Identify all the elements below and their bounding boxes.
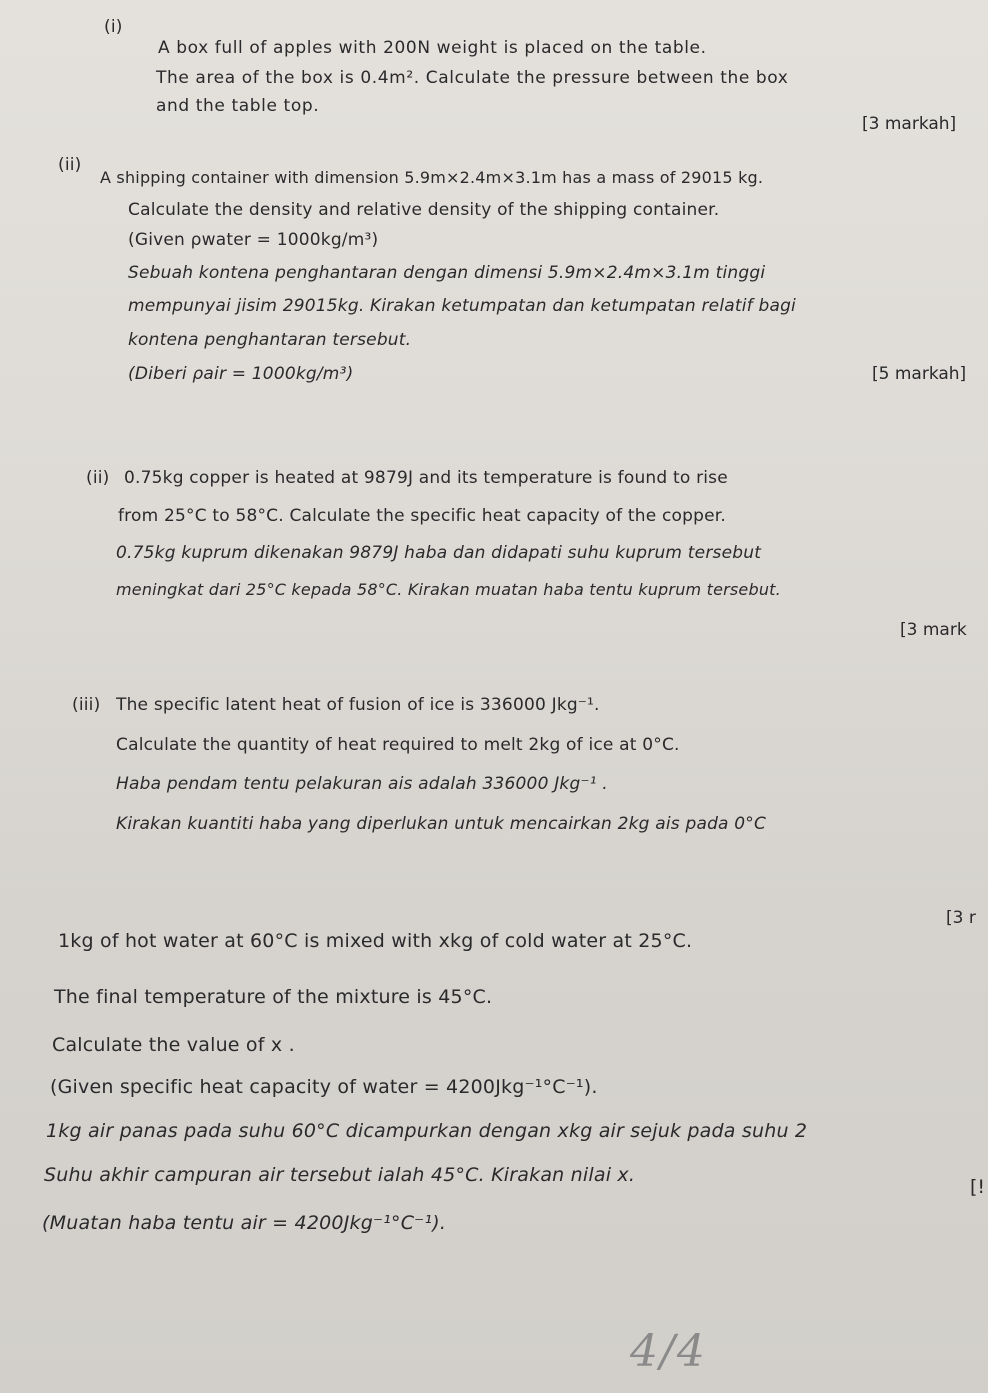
q-container-mark: [5 markah] — [872, 364, 967, 384]
q-ice-ms-1: Haba pendam tentu pelakuran ais adalah 336000 Jkg⁻¹ . — [116, 774, 608, 794]
q-mix-ms-1: 1kg air panas pada suhu 60°C dicampurkan dengan xkg air sejuk pada suhu 2 — [46, 1120, 808, 1142]
q-container-en-1: A shipping container with dimension 5.9m×2.4m×3.1m has a mass of 29015 kg. — [100, 168, 764, 187]
q-ice-label: (iii) — [72, 695, 101, 715]
q-apples-line-1: A box full of apples with 200N weight is placed on the table. — [158, 38, 707, 58]
q-mix-en-4: (Given specific heat capacity of water = 4200Jkg⁻¹°C⁻¹). — [50, 1076, 598, 1098]
q-container-ms-4: (Diberi ρair = 1000kg/m³) — [128, 364, 354, 384]
q-apples-mark: [3 markah] — [862, 114, 957, 134]
q-container-ms-3: kontena penghantaran tersebut. — [128, 330, 412, 350]
q-mix-en-3: Calculate the value of x . — [52, 1034, 295, 1056]
q-mix-mark: [! — [970, 1176, 986, 1198]
q-mix-ms-2: Suhu akhir campuran air tersebut ialah 45°C. Kirakan nilai x. — [44, 1164, 636, 1186]
q-container-en-3: (Given ρwater = 1000kg/m³) — [128, 230, 379, 250]
q-copper-ms-1: 0.75kg kuprum dikenakan 9879J haba dan didapati suhu kuprum tersebut — [116, 543, 762, 563]
q-copper-mark: [3 mark — [900, 620, 967, 640]
q-mix-en-1: 1kg of hot water at 60°C is mixed with xkg of cold water at 25°C. — [58, 930, 693, 952]
q-container-ms-2: mempunyai jisim 29015kg. Kirakan ketumpatan dan ketumpatan relatif bagi — [128, 296, 796, 316]
q-copper-en-2: from 25°C to 58°C. Calculate the specific heat capacity of the copper. — [118, 506, 726, 526]
q-apples-line-2: The area of the box is 0.4m². Calculate the pressure between the box — [156, 68, 789, 88]
q-container-en-2: Calculate the density and relative density of the shipping container. — [128, 200, 720, 220]
q-mix-ms-3: (Muatan haba tentu air = 4200Jkg⁻¹°C⁻¹). — [42, 1212, 447, 1234]
q-ice-en-1: The specific latent heat of fusion of ice is 336000 Jkg⁻¹. — [116, 695, 600, 715]
q-ice-mark: [3 r — [946, 908, 976, 928]
q-ice-en-2: Calculate the quantity of heat required to melt 2kg of ice at 0°C. — [116, 735, 680, 755]
q-apples-line-3: and the table top. — [156, 96, 320, 116]
q-copper-label: (ii) — [86, 468, 110, 488]
q-copper-en-1: 0.75kg copper is heated at 9879J and its temperature is found to rise — [124, 468, 728, 488]
q-copper-ms-2: meningkat dari 25°C kepada 58°C. Kirakan muatan haba tentu kuprum tersebut. — [116, 580, 781, 599]
q-container-ms-1: Sebuah kontena penghantaran dengan dimensi 5.9m×2.4m×3.1m tinggi — [128, 263, 766, 283]
page-number: 4/4 — [630, 1326, 707, 1377]
q-apples-label: (i) — [104, 17, 123, 37]
q-ice-ms-2: Kirakan kuantiti haba yang diperlukan untuk mencairkan 2kg ais pada 0°C — [116, 814, 767, 834]
q-container-label: (ii) — [58, 155, 82, 175]
q-mix-en-2: The final temperature of the mixture is 45°C. — [54, 986, 493, 1008]
